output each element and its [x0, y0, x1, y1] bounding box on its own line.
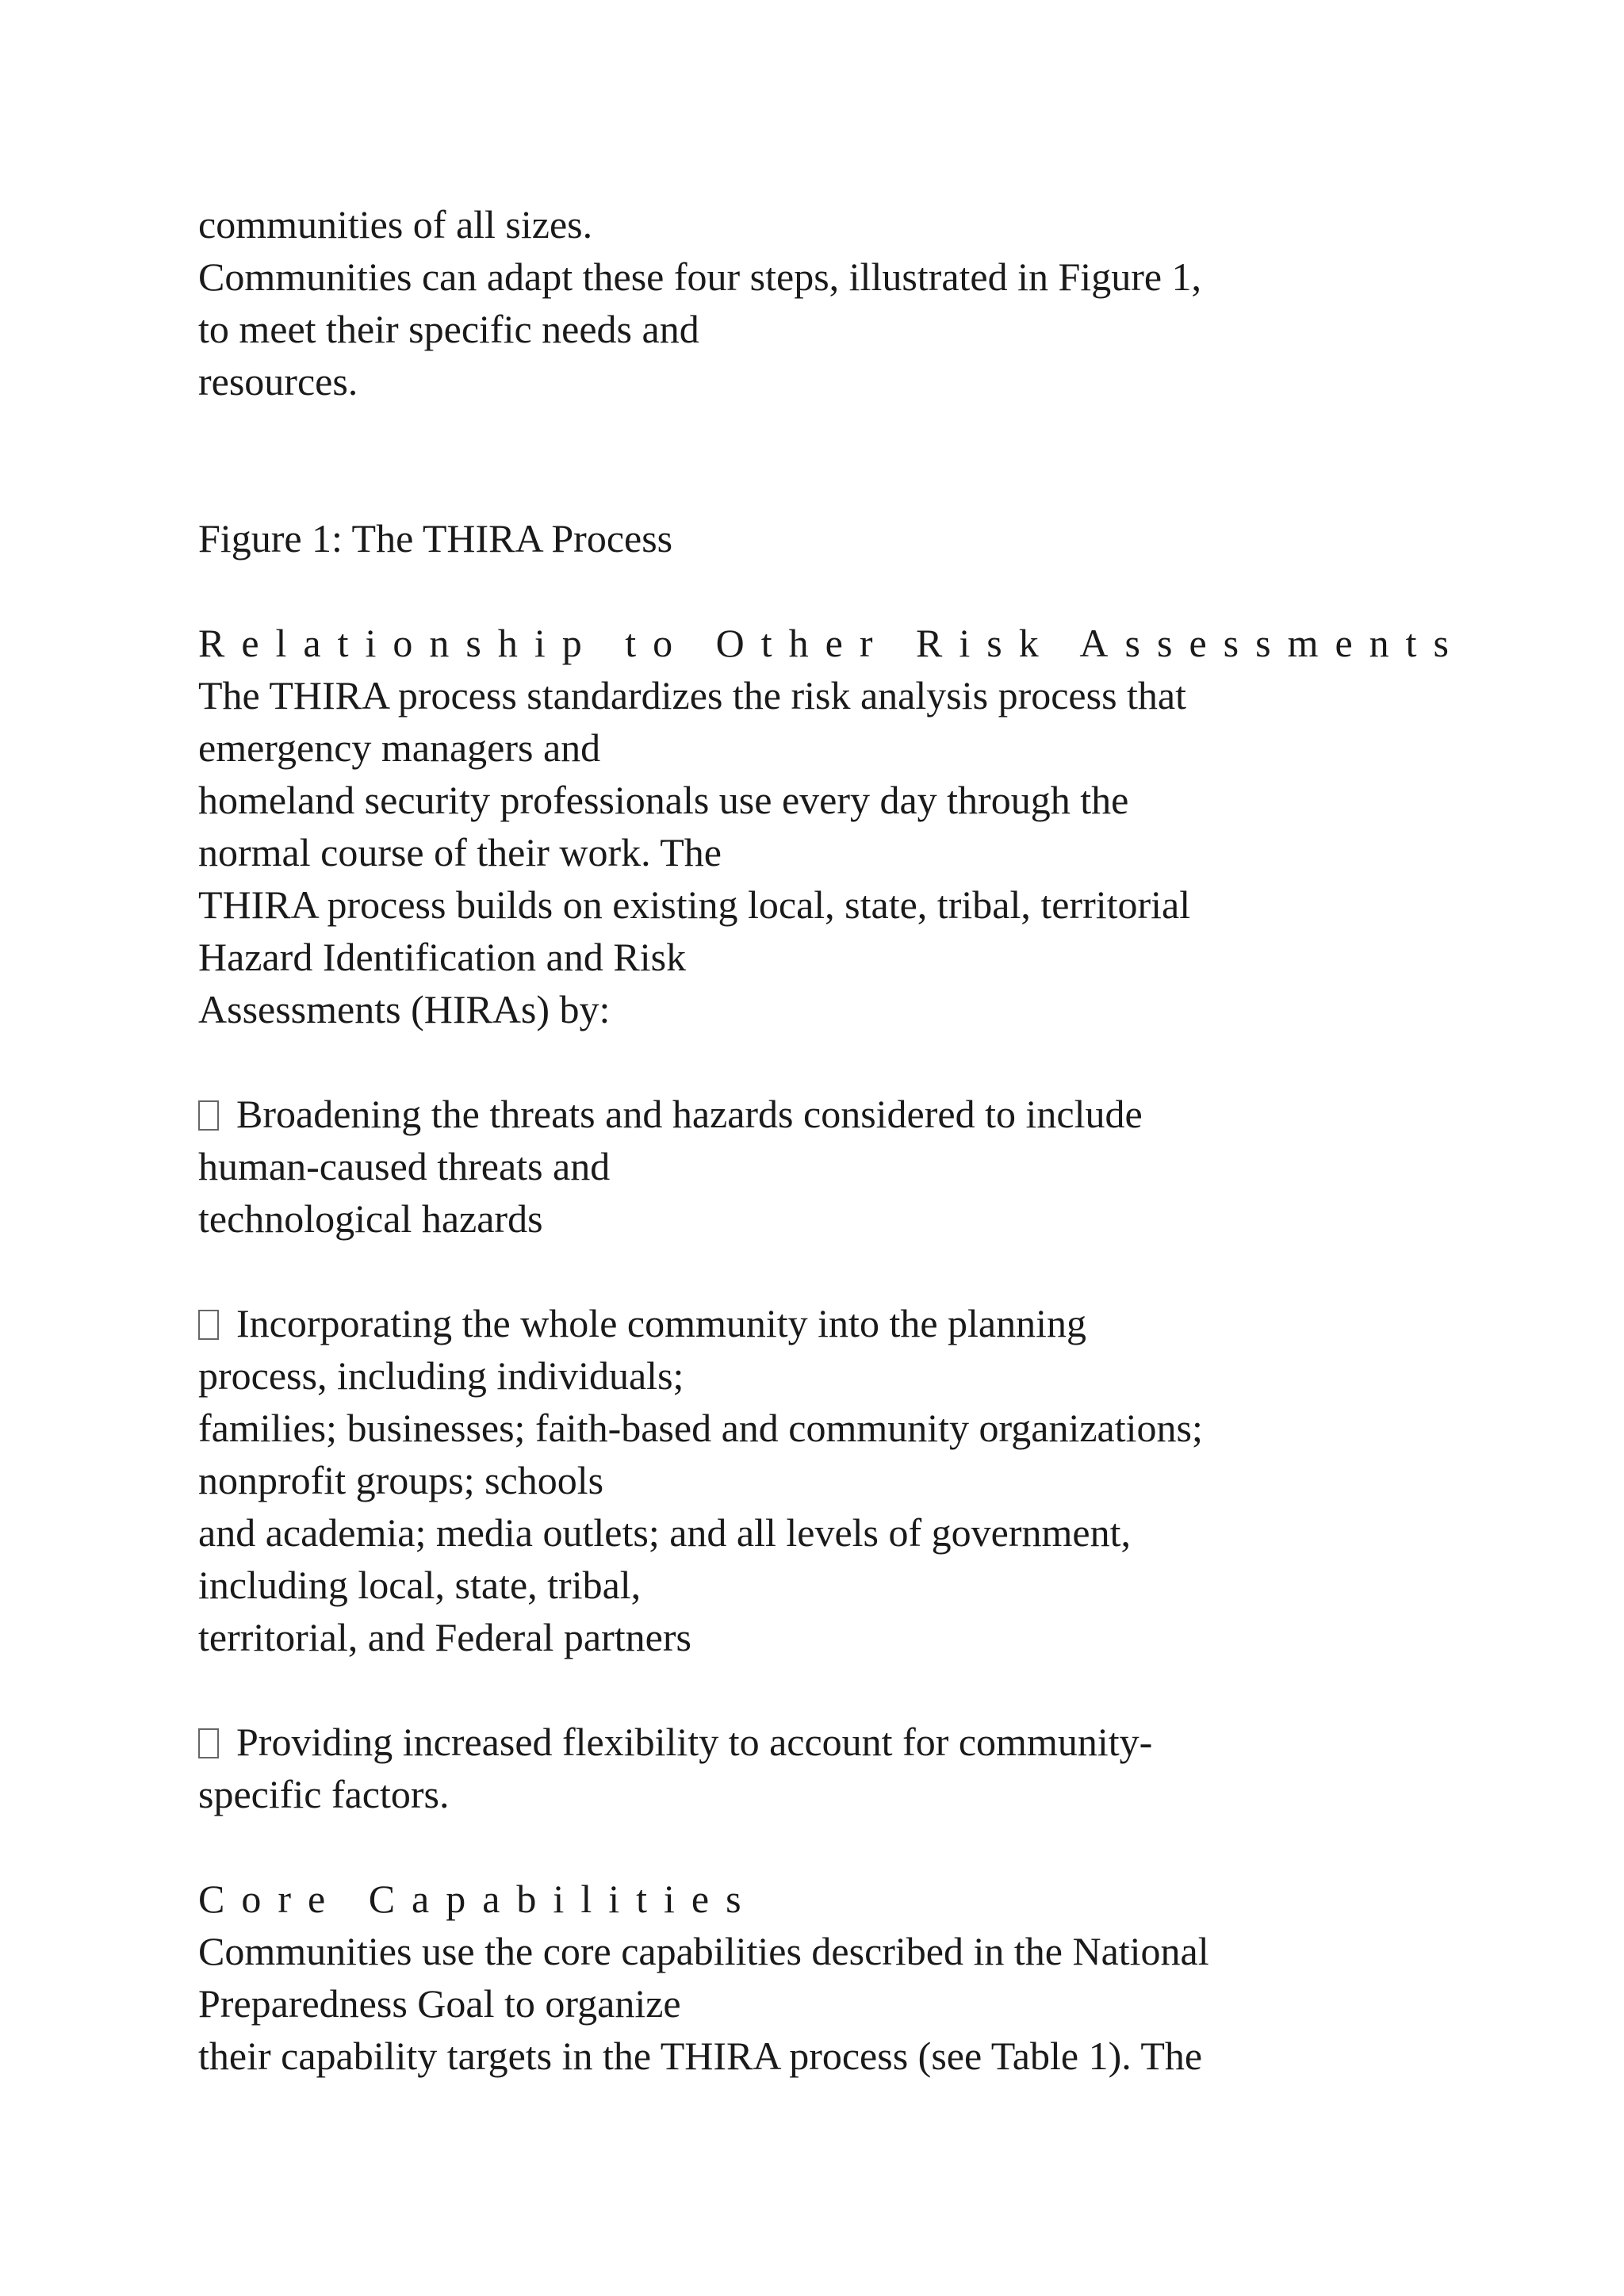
body-text-line: nonprofit groups; schools: [198, 1458, 604, 1502]
body-text-line: technological hazards: [198, 1196, 543, 1241]
body-text-line: Assessments (HIRAs) by:: [198, 987, 611, 1031]
body-text-line: The THIRA process standardizes the risk analysis process that: [198, 673, 1186, 718]
bullet-text: Providing increased flexibility to account for community-: [236, 1720, 1153, 1764]
blank-line: [198, 1820, 1435, 1873]
body-text-line: normal course of their work. The: [198, 830, 722, 874]
bullet-item-first-line: [198, 1088, 1435, 1140]
blank-line: [198, 460, 1435, 512]
body-text-line: resources.: [198, 359, 358, 404]
body-text-line: THIRA process builds on existing local, state, tribal, territorial: [198, 882, 1191, 927]
body-text-line: process, including individuals;: [198, 1353, 684, 1398]
missing-glyph-box-icon: [198, 1728, 219, 1758]
section-heading: Core Capabilities: [198, 1877, 758, 1921]
body-text-line: their capability targets in the THIRA process (see Table 1). The: [198, 2034, 1203, 2078]
body-text-line: territorial, and Federal partners: [198, 1615, 691, 1659]
bullet-text: Broadening the threats and hazards considered to include: [236, 1092, 1143, 1136]
figure-caption: Figure 1: The THIRA Process: [198, 516, 673, 561]
blank-line: [198, 1035, 1435, 1088]
body-text-line: including local, state, tribal,: [198, 1563, 642, 1607]
blank-line: [198, 408, 1435, 460]
blank-line: [198, 564, 1435, 617]
blank-line: [198, 1245, 1435, 1297]
bullet-item-first-line: [198, 1297, 1435, 1349]
missing-glyph-box-icon: [198, 1310, 219, 1340]
body-text-line: and academia; media outlets; and all levels of government,: [198, 1510, 1131, 1555]
body-text-line: Communities can adapt these four steps, illustrated in Figure 1,: [198, 254, 1202, 299]
body-text-line: homeland security professionals use every day through the: [198, 778, 1129, 822]
body-text-line: human-caused threats and: [198, 1144, 611, 1188]
body-text-line: Communities use the core capabilities described in the National: [198, 1929, 1209, 1973]
body-text-line: communities of all sizes.: [198, 202, 593, 247]
blank-line: [198, 1663, 1435, 1716]
document-body: [198, 198, 1465, 2082]
body-text-line: specific factors.: [198, 1772, 450, 1816]
body-text-line: emergency managers and: [198, 725, 601, 770]
body-text-line: to meet their specific needs and: [198, 307, 699, 351]
body-text-line: Hazard Identification and Risk: [198, 935, 687, 979]
missing-glyph-box-icon: [198, 1100, 219, 1131]
body-text-line: families; businesses; faith-based and community organizations;: [198, 1406, 1203, 1450]
section-heading: Relationship to Other Risk Assessments: [198, 621, 1465, 665]
bullet-text: Incorporating the whole community into the planning: [236, 1301, 1086, 1345]
body-text-line: Preparedness Goal to organize: [198, 1981, 681, 2026]
bullet-item-first-line: [198, 1716, 1435, 1768]
